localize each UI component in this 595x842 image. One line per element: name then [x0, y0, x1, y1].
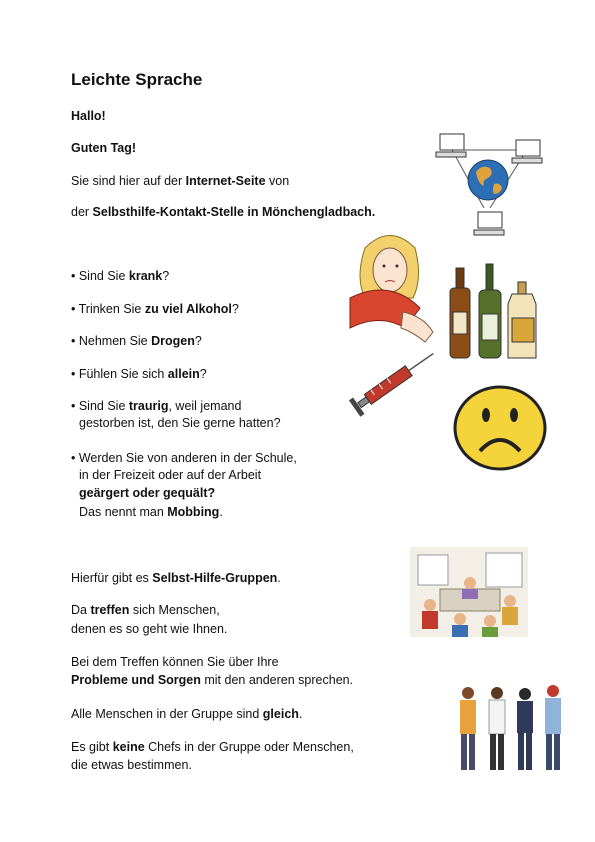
- question-allein: • Fühlen Sie sich allein?: [71, 367, 207, 381]
- question-alkohol: • Trinken Sie zu viel Alkohol?: [71, 302, 239, 316]
- equal-people-illustration: [455, 683, 570, 775]
- wine-bottle-icon: [479, 264, 501, 358]
- computer-icon: [512, 140, 542, 163]
- groups-paragraph-2-line-2: denen es so geht wie Ihnen.: [71, 622, 228, 636]
- liquor-bottle-icon: [508, 282, 536, 358]
- person-icon: [545, 685, 561, 770]
- question-mobbing-line-3: geärgert oder gequält?: [79, 486, 216, 500]
- question-mobbing-line-2: in der Freizeit oder auf der Arbeit: [79, 468, 262, 482]
- groups-paragraph-2-line-1: Da treffen sich Menschen,: [71, 603, 220, 617]
- groups-paragraph-4: Alle Menschen in der Gruppe sind gleich.: [71, 707, 303, 721]
- internet-network-illustration: [432, 128, 550, 240]
- computer-icon: [436, 134, 466, 157]
- groups-paragraph-3-line-2: Probleme und Sorgen mit den anderen sprechen.: [71, 673, 354, 687]
- sick-person-illustration: [345, 228, 440, 346]
- person-icon: [489, 687, 505, 770]
- intro-line-2: der Selbsthilfe-Kontakt-Stelle in Mönchengladbach.: [71, 205, 376, 219]
- alcohol-bottles-illustration: [446, 262, 556, 362]
- person-icon: [517, 688, 533, 770]
- group-meeting-illustration: [410, 547, 528, 637]
- question-krank: • Sind Sie krank?: [71, 269, 170, 283]
- question-drogen: • Nehmen Sie Drogen?: [71, 334, 202, 348]
- sad-face-icon: [452, 385, 548, 471]
- internet-seite-link: Internet-Seite: [185, 174, 266, 188]
- intro-line-1: Sie sind hier auf der Internet-Seite von: [71, 174, 290, 188]
- globe-icon: [468, 160, 508, 200]
- greeting-guten-tag: Guten Tag!: [71, 141, 137, 155]
- greeting-hallo: Hallo!: [71, 109, 106, 123]
- question-mobbing-line-4: Das nennt man Mobbing.: [79, 505, 223, 519]
- groups-paragraph-5-line-1: Es gibt keine Chefs in der Gruppe oder Menschen,: [71, 740, 354, 754]
- question-traurig-line-2: gestorben ist, den Sie gerne hatten?: [79, 416, 281, 430]
- groups-paragraph-3-line-1: Bei dem Treffen können Sie über Ihre: [71, 655, 279, 669]
- groups-paragraph-1: Hierfür gibt es Selbst-Hilfe-Gruppen.: [71, 571, 281, 585]
- groups-paragraph-5-line-2: die etwas bestimmen.: [71, 758, 192, 772]
- syringe-illustration: [344, 345, 444, 417]
- person-icon: [460, 687, 476, 770]
- computer-icon: [474, 212, 504, 235]
- question-mobbing-line-1: • Werden Sie von anderen in der Schule,: [71, 451, 297, 465]
- question-traurig: • Sind Sie traurig, weil jemand: [71, 399, 242, 413]
- page-title: Leichte Sprache: [71, 70, 203, 89]
- beer-bottle-icon: [450, 268, 470, 358]
